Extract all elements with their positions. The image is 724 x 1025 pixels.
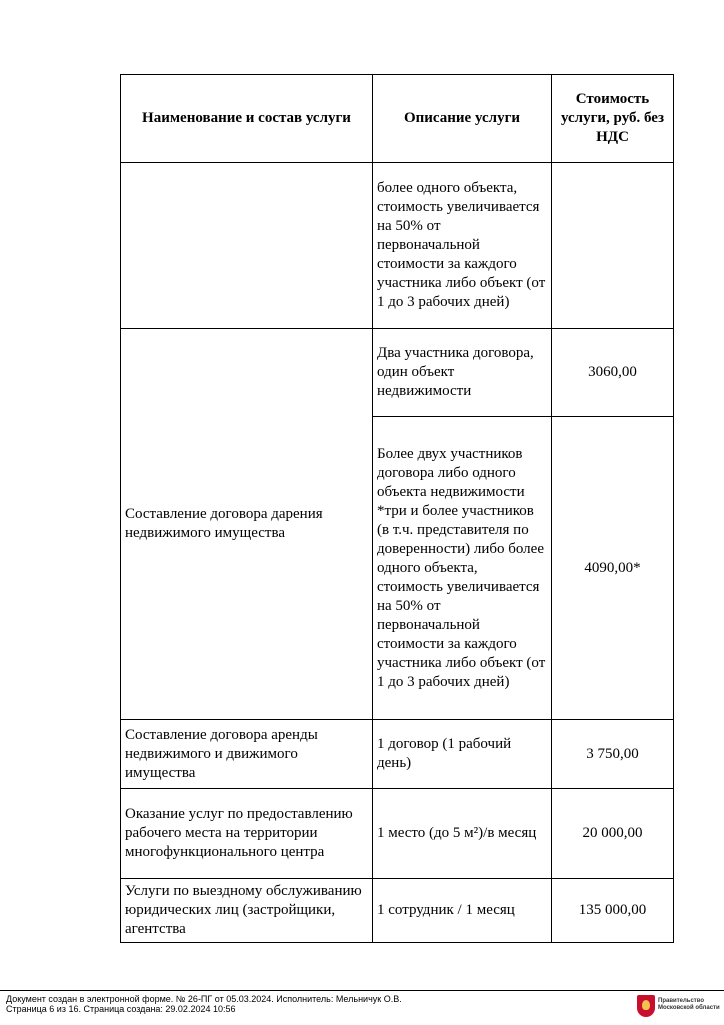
row-description: 1 место (до 5 м²)/в месяц [373, 789, 552, 879]
row-name [121, 163, 373, 329]
row-description: Более двух участников договора либо одного объекта недвижимости *три и более участников (в т.ч. представителя по доверенности) либо более одного объекта, стоимость увеличивается на 50% от первоначальной стоимости за каждого участника либо объект (от 1 до 3 рабочих дней) [373, 417, 552, 720]
row-cost: 20 000,00 [552, 789, 674, 879]
government-logo [637, 994, 719, 1020]
document-footer [0, 990, 724, 1025]
header-description: Описание услуги [373, 75, 552, 163]
row-cost: 3 750,00 [552, 720, 674, 789]
footer-line-page: Страница 6 из 16. Страница создана: 29.02.2024 10:56 [6, 1004, 236, 1014]
header-name: Наименование и состав услуги [121, 75, 373, 163]
row-cost: 3060,00 [552, 329, 674, 417]
logo-text: Правительство Московской области [658, 998, 720, 1011]
row-description: 1 сотрудник / 1 месяц [373, 879, 552, 943]
table-row [121, 789, 674, 879]
row-description: Два участника договора, один объект недвижимости [373, 329, 552, 417]
table-row [121, 329, 674, 417]
row-name: Составление договора дарения недвижимого имущества [121, 329, 373, 720]
row-cost: 135 000,00 [552, 879, 674, 943]
table-row [121, 720, 674, 789]
row-name: Оказание услуг по предоставлению рабочего места на территории многофункционального центра [121, 789, 373, 879]
row-description: более одного объекта, стоимость увеличивается на 50% от первоначальной стоимости за каждого участника либо объект (от 1 до 3 рабочих дней) [373, 163, 552, 329]
row-description: 1 договор (1 рабочий день) [373, 720, 552, 789]
footer-line-document: Документ создан в электронной форме. № 26-ПГ от 05.03.2024. Исполнитель: Мельничук О.В. [6, 994, 402, 1004]
row-cost: 4090,00* [552, 417, 674, 720]
coat-of-arms-icon [637, 995, 655, 1017]
table-header-row [121, 75, 674, 163]
services-table [120, 74, 674, 943]
table-row [121, 163, 674, 329]
row-cost [552, 163, 674, 329]
footer-text [6, 994, 402, 1014]
header-cost: Стоимость услуги, руб. без НДС [552, 75, 674, 163]
row-name: Услуги по выездному обслуживанию юридических лиц (застройщики, агентства [121, 879, 373, 943]
table-row [121, 879, 674, 943]
row-name: Составление договора аренды недвижимого и движимого имущества [121, 720, 373, 789]
